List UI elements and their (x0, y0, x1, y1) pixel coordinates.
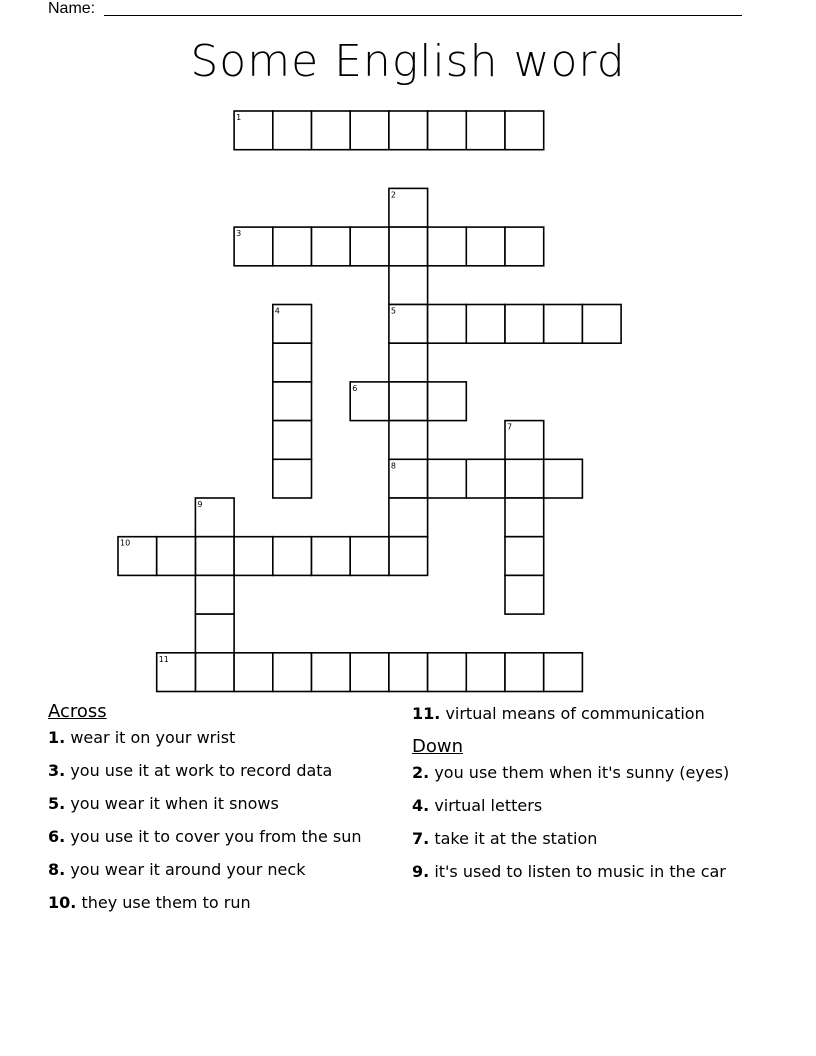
clue-number: 1. (48, 728, 66, 747)
grid-cell[interactable] (312, 537, 351, 576)
clue-text: virtual letters (434, 796, 543, 815)
grid-cell[interactable] (350, 537, 389, 576)
across-clue (412, 704, 742, 724)
grid-cell[interactable] (389, 421, 428, 460)
grid-cell[interactable] (466, 111, 505, 150)
clue-text: take it at the station (434, 829, 598, 848)
grid-cell[interactable] (350, 227, 389, 266)
clue-text: wear it on your wrist (70, 728, 236, 747)
clue-number: 4. (412, 796, 430, 815)
grid-cell[interactable] (273, 227, 312, 266)
grid-cell[interactable] (466, 227, 505, 266)
clue-text: they use them to run (81, 893, 251, 912)
across-clue (48, 761, 388, 781)
grid-cell[interactable] (389, 537, 428, 576)
grid-cell[interactable] (273, 653, 312, 692)
cell-number: 6 (352, 383, 358, 393)
clue-text: you use it to cover you from the sun (70, 827, 362, 846)
grid-cell[interactable] (389, 227, 428, 266)
cell-number: 10 (120, 538, 131, 548)
grid-cell[interactable] (273, 382, 312, 421)
cell-number: 2 (390, 190, 396, 200)
grid-cell[interactable] (273, 459, 312, 498)
grid-cell[interactable] (582, 305, 621, 344)
grid-cell[interactable] (428, 111, 467, 150)
cell-number: 11 (158, 654, 169, 664)
cell-number: 5 (390, 306, 396, 316)
grid-cell[interactable] (466, 459, 505, 498)
grid-cell[interactable] (428, 227, 467, 266)
grid-cell[interactable] (389, 382, 428, 421)
grid-cell[interactable] (505, 111, 544, 150)
across-clue (48, 827, 388, 847)
grid-cell[interactable] (157, 537, 196, 576)
grid-cell[interactable] (312, 111, 351, 150)
clue-number: 8. (48, 860, 66, 879)
across-clue (48, 860, 388, 880)
grid-cell[interactable] (350, 111, 389, 150)
grid-cell[interactable] (273, 343, 312, 382)
clue-text: you wear it around your neck (70, 860, 306, 879)
grid-cell[interactable] (195, 537, 234, 576)
grid-cell[interactable] (428, 653, 467, 692)
clue-number: 9. (412, 862, 430, 881)
grid-cell[interactable] (505, 227, 544, 266)
grid-cell[interactable] (544, 305, 583, 344)
grid-cell[interactable] (428, 459, 467, 498)
grid-cell[interactable] (428, 305, 467, 344)
clue-text: you use it at work to record data (70, 761, 333, 780)
grid-cell[interactable] (505, 498, 544, 537)
clue-number: 7. (412, 829, 430, 848)
grid-cell[interactable] (195, 614, 234, 653)
grid-cell[interactable] (389, 111, 428, 150)
down-clue (412, 796, 742, 816)
cell-number: 8 (390, 461, 396, 471)
grid-cell[interactable] (544, 459, 583, 498)
grid-cell[interactable] (505, 537, 544, 576)
down-clue (412, 763, 742, 783)
grid-cell[interactable] (350, 653, 389, 692)
grid-cell[interactable] (544, 653, 583, 692)
grid-cell[interactable] (505, 653, 544, 692)
grid-cell[interactable] (234, 653, 273, 692)
grid-cell[interactable] (273, 111, 312, 150)
clue-text: you use them when it's sunny (eyes) (434, 763, 730, 782)
clue-number: 2. (412, 763, 430, 782)
cell-number: 7 (507, 422, 513, 432)
cell-number: 3 (236, 229, 242, 239)
across-clue (48, 728, 388, 748)
across-clues (48, 702, 388, 926)
grid-cell[interactable] (234, 537, 273, 576)
grid-cell[interactable] (389, 653, 428, 692)
down-clue (412, 862, 742, 882)
name-label: Name: (48, 0, 96, 17)
across-clue (48, 893, 388, 913)
grid-cell[interactable] (389, 498, 428, 537)
grid-cell[interactable] (195, 653, 234, 692)
grid-cell[interactable] (505, 459, 544, 498)
grid-cell[interactable] (466, 653, 505, 692)
grid-cell[interactable] (195, 575, 234, 614)
cell-number: 9 (197, 500, 203, 509)
clue-number: 6. (48, 827, 66, 846)
clue-number: 5. (48, 794, 66, 813)
page-title: Some English word (190, 36, 626, 87)
grid-cell[interactable] (505, 575, 544, 614)
down-heading: Down (412, 736, 464, 757)
grid-cell[interactable] (505, 305, 544, 344)
clue-text: you wear it when it snows (70, 794, 279, 813)
grid-cell[interactable] (312, 227, 351, 266)
across-heading: Across (48, 701, 107, 722)
cell-number: 4 (274, 306, 280, 316)
down-clues (412, 704, 742, 895)
clue-number: 11. (412, 704, 441, 723)
clue-text: it's used to listen to music in the car (434, 862, 726, 881)
across-clue (48, 794, 388, 814)
clue-text: virtual means of communication (445, 704, 705, 723)
clue-number: 10. (48, 893, 77, 912)
clue-number: 3. (48, 761, 66, 780)
grid-cell[interactable] (466, 305, 505, 344)
grid-cell[interactable] (312, 653, 351, 692)
down-clue (412, 829, 742, 849)
grid-cell[interactable] (273, 537, 312, 576)
grid-cell[interactable] (273, 421, 312, 460)
cell-number: 1 (236, 113, 242, 122)
grid-cell[interactable] (389, 343, 428, 382)
grid-cell[interactable] (428, 382, 467, 421)
grid-cell[interactable] (389, 266, 428, 305)
